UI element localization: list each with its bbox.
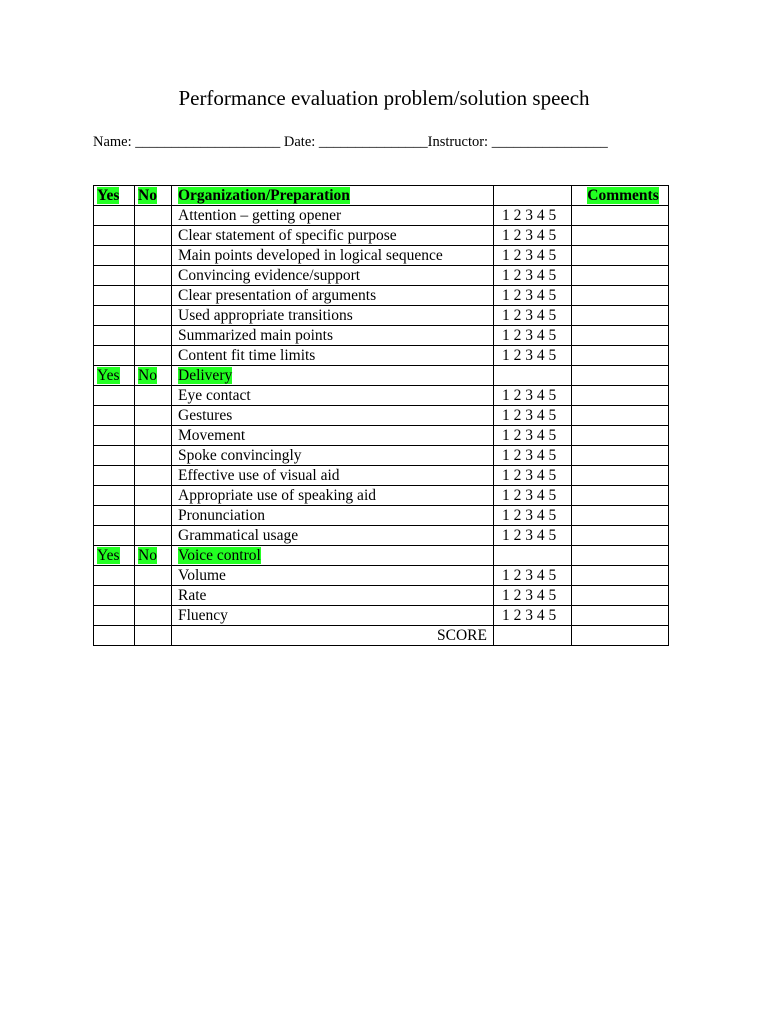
- yes-checkbox-cell: [94, 386, 135, 406]
- comments-cell: [572, 466, 669, 486]
- yes-checkbox-cell: [94, 586, 135, 606]
- criterion-label: Volume: [172, 566, 494, 586]
- no-checkbox-cell: [135, 466, 172, 486]
- no-label: No: [138, 547, 157, 564]
- yes-checkbox-cell: [94, 406, 135, 426]
- comments-cell: [572, 486, 669, 506]
- rating-scale: 1 2 3 4 5: [494, 426, 572, 446]
- yes-checkbox-cell: [94, 606, 135, 626]
- no-header: No: [138, 187, 157, 204]
- rating-scale: 1 2 3 4 5: [494, 606, 572, 626]
- no-checkbox-cell: [135, 406, 172, 426]
- name-date-instructor-line: Name: ____________________ Date: _______________Instructor: ________________: [93, 134, 608, 150]
- yes-checkbox-cell: [94, 426, 135, 446]
- criterion-label: Attention – getting opener: [172, 206, 494, 226]
- comments-cell: [572, 506, 669, 526]
- rating-scale: 1 2 3 4 5: [494, 346, 572, 366]
- item-row: [94, 406, 669, 426]
- comments-cell: [572, 266, 669, 286]
- item-row: [94, 206, 669, 226]
- yes-header: Yes: [97, 187, 120, 204]
- comments-cell: [572, 426, 669, 446]
- item-row: [94, 226, 669, 246]
- score-value-cell: [494, 626, 572, 646]
- yes-checkbox-cell: [94, 466, 135, 486]
- no-header-cell: [135, 186, 172, 206]
- no-checkbox-cell: [135, 286, 172, 306]
- no-checkbox-cell: [135, 566, 172, 586]
- no-checkbox-cell: [135, 266, 172, 286]
- comments-cell: [572, 286, 669, 306]
- comments-cell: [572, 246, 669, 266]
- rating-scale: 1 2 3 4 5: [494, 526, 572, 546]
- rating-scale: 1 2 3 4 5: [494, 446, 572, 466]
- comments-cell: [572, 346, 669, 366]
- item-row: [94, 246, 669, 266]
- criterion-label: Summarized main points: [172, 326, 494, 346]
- yes-checkbox-cell: [94, 566, 135, 586]
- rating-scale: 1 2 3 4 5: [494, 566, 572, 586]
- item-row: [94, 586, 669, 606]
- criterion-label: Gestures: [172, 406, 494, 426]
- comments-cell: [572, 586, 669, 606]
- item-row: [94, 426, 669, 446]
- no-label-cell: [135, 546, 172, 566]
- item-row: [94, 266, 669, 286]
- delivery-section-row: [94, 366, 669, 386]
- no-checkbox-cell: [135, 426, 172, 446]
- score-row: [94, 626, 669, 646]
- criterion-label: Movement: [172, 426, 494, 446]
- yes-checkbox-cell: [94, 206, 135, 226]
- rating-scale: 1 2 3 4 5: [494, 506, 572, 526]
- item-row: [94, 526, 669, 546]
- rating-scale: 1 2 3 4 5: [494, 386, 572, 406]
- yes-checkbox-cell: [94, 446, 135, 466]
- rating-scale: 1 2 3 4 5: [494, 246, 572, 266]
- no-checkbox-cell: [135, 346, 172, 366]
- yes-checkbox-cell: [94, 286, 135, 306]
- rating-scale: 1 2 3 4 5: [494, 586, 572, 606]
- item-row: [94, 566, 669, 586]
- comments-cell: [572, 526, 669, 546]
- header-row: [94, 186, 669, 206]
- yes-checkbox-cell: [94, 266, 135, 286]
- criterion-label: Effective use of visual aid: [172, 466, 494, 486]
- comments-cell: [572, 226, 669, 246]
- rating-scale: 1 2 3 4 5: [494, 326, 572, 346]
- comments-cell: [572, 626, 669, 646]
- item-row: [94, 386, 669, 406]
- rating-scale: 1 2 3 4 5: [494, 466, 572, 486]
- criterion-label: Eye contact: [172, 386, 494, 406]
- no-checkbox-cell: [135, 326, 172, 346]
- no-checkbox-cell: [135, 486, 172, 506]
- yes-checkbox-cell: [94, 506, 135, 526]
- comments-cell: [572, 566, 669, 586]
- score-label: SCORE: [172, 626, 494, 646]
- no-cell: [135, 626, 172, 646]
- no-label-cell: [135, 366, 172, 386]
- item-row: [94, 326, 669, 346]
- rating-scale: 1 2 3 4 5: [494, 486, 572, 506]
- criterion-label: Clear statement of specific purpose: [172, 226, 494, 246]
- item-row: [94, 446, 669, 466]
- rating-header-cell: [494, 186, 572, 206]
- item-row: [94, 306, 669, 326]
- item-row: [94, 506, 669, 526]
- yes-checkbox-cell: [94, 346, 135, 366]
- yes-label-cell: [94, 366, 135, 386]
- voice-control-section-row: [94, 546, 669, 566]
- yes-label: Yes: [97, 547, 120, 564]
- no-checkbox-cell: [135, 226, 172, 246]
- criterion-label: Convincing evidence/support: [172, 266, 494, 286]
- no-label: No: [138, 367, 157, 384]
- comments-cell: [572, 406, 669, 426]
- comments-cell: [572, 446, 669, 466]
- criterion-label: Appropriate use of speaking aid: [172, 486, 494, 506]
- item-row: [94, 466, 669, 486]
- organization-header-cell: [172, 186, 494, 206]
- yes-header-cell: [94, 186, 135, 206]
- comments-cell: [572, 306, 669, 326]
- no-checkbox-cell: [135, 606, 172, 626]
- comments-header-cell: [572, 186, 669, 206]
- no-checkbox-cell: [135, 306, 172, 326]
- yes-checkbox-cell: [94, 526, 135, 546]
- item-row: [94, 486, 669, 506]
- rating-scale: 1 2 3 4 5: [494, 206, 572, 226]
- comments-cell: [572, 546, 669, 566]
- yes-checkbox-cell: [94, 326, 135, 346]
- item-row: [94, 606, 669, 626]
- yes-checkbox-cell: [94, 486, 135, 506]
- delivery-section-cell: [172, 366, 494, 386]
- evaluation-table: [93, 185, 669, 646]
- rating-scale: 1 2 3 4 5: [494, 306, 572, 326]
- comments-cell: [572, 386, 669, 406]
- criterion-label: Grammatical usage: [172, 526, 494, 546]
- comments-cell: [572, 206, 669, 226]
- rating-scale: 1 2 3 4 5: [494, 226, 572, 246]
- voice-control-section-label: Voice control: [178, 547, 261, 564]
- criterion-label: Used appropriate transitions: [172, 306, 494, 326]
- yes-label-cell: [94, 546, 135, 566]
- criterion-label: Fluency: [172, 606, 494, 626]
- criterion-label: Spoke convincingly: [172, 446, 494, 466]
- organization-header: Organization/Preparation: [178, 187, 350, 204]
- comments-header: Comments: [587, 187, 659, 204]
- criterion-label: Pronunciation: [172, 506, 494, 526]
- no-checkbox-cell: [135, 446, 172, 466]
- delivery-section-label: Delivery: [178, 367, 233, 384]
- criterion-label: Clear presentation of arguments: [172, 286, 494, 306]
- comments-cell: [572, 326, 669, 346]
- criterion-label: Rate: [172, 586, 494, 606]
- rating-scale: 1 2 3 4 5: [494, 406, 572, 426]
- criterion-label: Main points developed in logical sequence: [172, 246, 494, 266]
- comments-cell: [572, 366, 669, 386]
- no-checkbox-cell: [135, 586, 172, 606]
- rating-cell: [494, 546, 572, 566]
- no-checkbox-cell: [135, 386, 172, 406]
- page-title: Performance evaluation problem/solution speech: [178, 86, 590, 110]
- no-checkbox-cell: [135, 246, 172, 266]
- yes-checkbox-cell: [94, 246, 135, 266]
- no-checkbox-cell: [135, 506, 172, 526]
- yes-cell: [94, 626, 135, 646]
- voice-control-section-cell: [172, 546, 494, 566]
- rating-cell: [494, 366, 572, 386]
- rating-scale: 1 2 3 4 5: [494, 266, 572, 286]
- rating-scale: 1 2 3 4 5: [494, 286, 572, 306]
- no-checkbox-cell: [135, 206, 172, 226]
- item-row: [94, 346, 669, 366]
- yes-checkbox-cell: [94, 226, 135, 246]
- no-checkbox-cell: [135, 526, 172, 546]
- criterion-label: Content fit time limits: [172, 346, 494, 366]
- yes-checkbox-cell: [94, 306, 135, 326]
- comments-cell: [572, 606, 669, 626]
- yes-label: Yes: [97, 367, 120, 384]
- item-row: [94, 286, 669, 306]
